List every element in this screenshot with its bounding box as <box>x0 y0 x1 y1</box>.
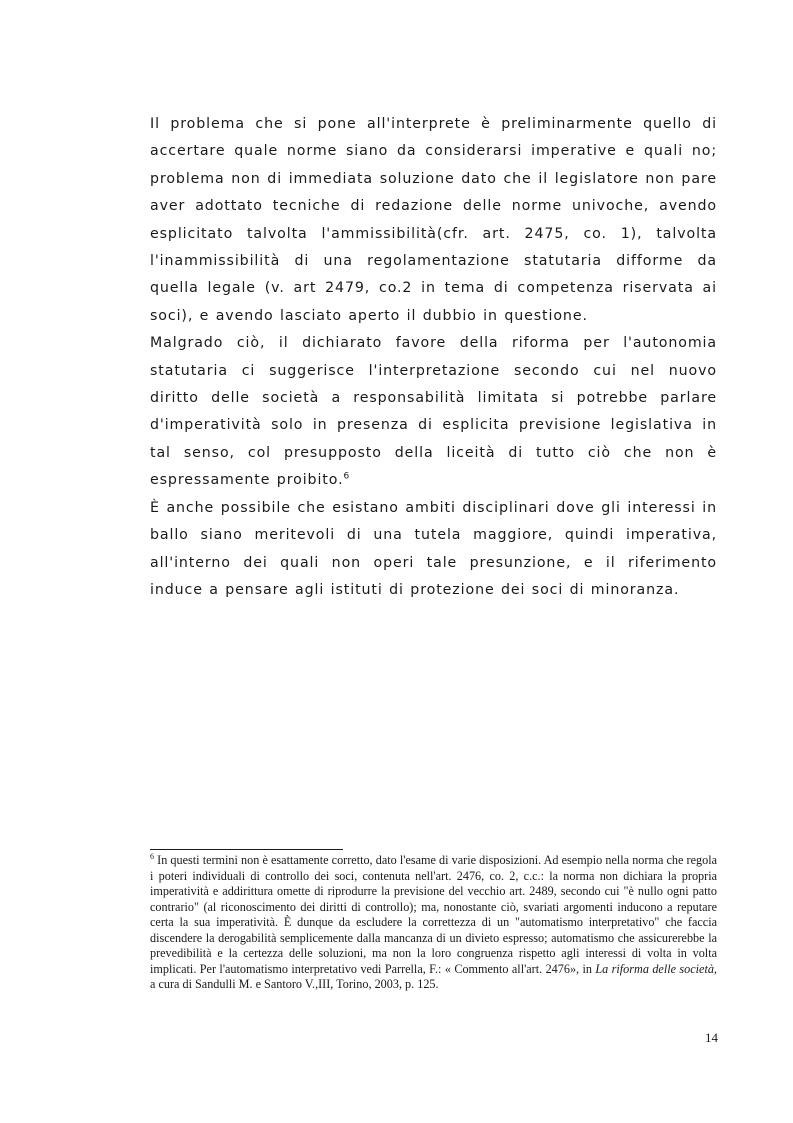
paragraph: È anche possibile che esistano ambiti disciplinari dove gli interessi in ballo siano meritevoli di una tutela maggiore, quindi imperativa, all'interno dei quali non operi tale presunzione, e il riferimento induce a pensare agli istituti di protezione dei soci di minoranza. <box>150 499 717 598</box>
footnote <box>150 853 717 993</box>
footnote-number: 6 <box>150 851 154 861</box>
footnote-text: In questi termini non è esattamente corretto, dato l'esame di varie disposizioni. Ad esempio nella norma che regola i poteri individuali di controllo dei soci, contenuta nell'art. 2476, co. 2, c.c.: la norma non dichiara la propria imperatività e addirittura omette di riprodurre la previsione del vecchio art. 2489, secondo cui "è nullo ogni patto contrario" (al riconoscimento dei diritti di controllo); ma, nonostante ciò, svariati argomenti inducono a reputare certa la sua imperatività. È dunque da escludere la correttezza di un "automatismo interpretativo" che faccia discendere la derogabilità semplicemente dalla mancanza di un divieto espresso; automatismo che assicurerebbe la prevedibilità e la certezza delle soluzioni, ma non la loro congruenza rispetto agli interessi di volta in volta implicati. Per l'automatismo interpretativo vedi Parrella, F.: « Commento all'art. 2476», in <box>150 853 717 976</box>
footnote-separator <box>150 849 343 850</box>
main-text <box>150 111 717 604</box>
footnote-text-end: a cura di Sandulli M. e Santoro V.,III, Torino, 2003, p. 125. <box>150 977 439 991</box>
footnote-book-title: La riforma delle società, <box>595 961 717 976</box>
page-number: 14 <box>705 1030 718 1045</box>
paragraph <box>150 330 717 494</box>
paragraph-text: Malgrado ciò, il dichiarato favore della riforma per l'autonomia statutaria ci suggerisce l'interpretazione secondo cui nel nuovo diritto delle società a responsabilità limitata si potrebbe parlare d'imperatività solo in presenza di esplicita previsione legislativa in tal senso, col presupposto della liceità di tutto ciò che non è espressamente proibito. <box>150 335 717 489</box>
footnote-reference[interactable]: 6 <box>343 471 350 482</box>
paragraph: Il problema che si pone all'interprete è preliminarmente quello di accertare quale norme siano da considerarsi imperative e quali no; problema non di immediata soluzione dato che il legislatore non pare aver adottato tecniche di redazione delle norme univoche, avendo esplicitato talvolta l'ammissibilità(cfr. art. 2475, co. 1), talvolta l'inammissibilità di una regolamentazione statutaria difforme da quella legale (v. art 2479, co.2 in tema di competenza riservata ai soci), e avendo lasciato aperto il dubbio in questione. <box>150 116 717 324</box>
